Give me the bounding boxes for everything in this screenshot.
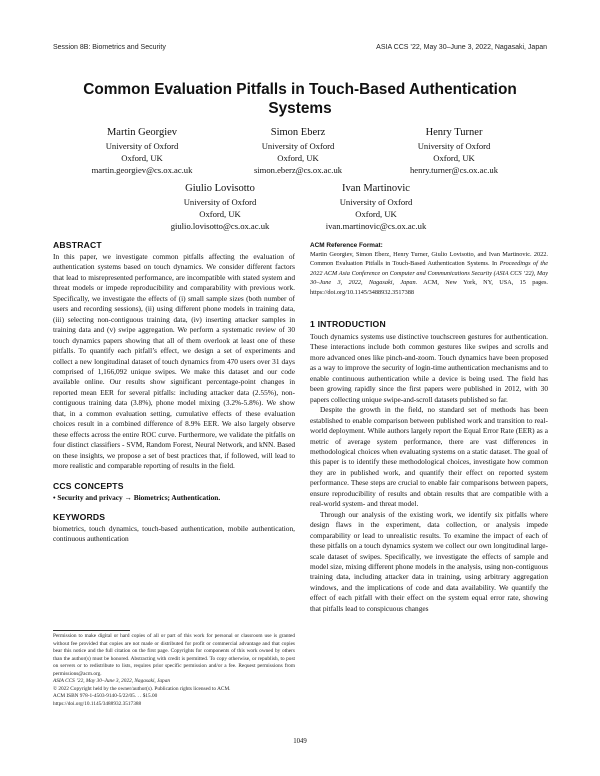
page-number: 1049 (293, 738, 307, 745)
author-block (218, 126, 378, 177)
keywords-heading: KEYWORDS (53, 511, 106, 522)
author-name: Simon Eberz (270, 127, 326, 138)
author-email: ivan.martinovic@cs.ox.ac.uk (325, 221, 427, 232)
footnote-rule (53, 630, 130, 631)
author-affiliation: University of Oxford (339, 197, 413, 207)
right-column (310, 242, 548, 614)
conference-note: ASIA CCS ’22, May 30–June 3, 2022, Nagasaki, Japan (53, 678, 171, 685)
author-email: henry.turner@cs.ox.ac.uk (409, 165, 498, 176)
author-location: Oxford, UK (355, 209, 397, 220)
author-email: giulio.lovisotto@cs.ox.ac.uk (170, 221, 270, 232)
ccs-text: • Security and privacy → Biometrics; Authentication. (53, 492, 221, 502)
author-block (374, 126, 534, 177)
author-block (296, 182, 456, 233)
left-column (53, 240, 295, 545)
author-location: Oxford, UK (121, 153, 163, 164)
author-location: Oxford, UK (199, 209, 241, 220)
intro-paragraph: Through our analysis of the existing work, we identify six pitfalls where design flaws in the experiment, data collection, or analysis impede comparability or lead to unrealistic results. To examine the impact of each of these pitfalls on a touch dynamics system we collect our own longitudinal large-scale dataset of swipes. Specifically, we investigate the effects of sample and model size, mixing different phone models in the analysis, using non-contiguous training data, including attacker data in training, using arbitrary aggregation windows, and the implications of code and data availability. We quantify the effect of each pitfall with their effect on the system equal error rate, showing that pitfalls lead to conspicuous changes (310, 509, 548, 613)
permission-block (53, 633, 295, 708)
author-block (62, 126, 222, 177)
abstract-text: In this paper, we investigate common pitfalls affecting the evaluation of authentication systems based on touch dynamics. We consider different factors that lead to misrepresented performance, are incompatible with stated system and threat models or impede reproducibility and comparability with previous work. Specifically, we investigate the effects of (i) small sample sizes (both number of users and recording sessions), (ii) using different phone models in training data, (iii) selecting non-contiguous training data, (iv) inserting attacker samples in training data and (v) swipe aggregation. We perform a systematic review of 30 touch dynamics papers showing that all of them overlook at least one of these pitfalls. To quantify each pitfall’s effect, we design a set of experiments and collect a new longitudinal dataset of touch dynamics from 470 users over 31 days comprised of 1,166,092 unique swipes. We make this dataset and our code available online. Our results show significant percentage-point changes in reported mean EER for several pitfalls: including attacker data (2.55%), non-contiguous training data (3.8%), phone model mixing (3.2%-5.8%). We show that, in a common evaluation setting, cumulative effects of these evaluation choices result in a combined difference of 8.9% EER. We also largely observe these effects across the entire ROC curve. Furthermore, we validate the pitfalls on four distinct classifiers - SVM, Random Forest, Neural Network, and kNN. Based on these insights, we propose a set of best practices that, if followed, will lead to more realistic and comparable reporting of results in the field. (53, 252, 295, 471)
running-header (53, 44, 547, 54)
abstract-heading: ABSTRACT (53, 240, 102, 250)
author-name: Martin Georgiev (106, 127, 178, 138)
paper-title: Common Evaluation Pitfalls in Touch-Based Authentication Systems (83, 81, 517, 117)
author-name: Giulio Lovisotto (185, 183, 255, 194)
doi-link[interactable]: https://doi.org/10.1145/3488932.3517388 (53, 700, 142, 707)
intro-paragraph: Touch dynamics systems use distinctive touchscreen gestures for authentication. These interactions include both common gestures like swipes and scrolls and more advanced ones like pinch-and-zoom. Touch dynamics have been proposed as a way to improve the security of login-time authentication mechanisms and to enable continuous authentication while a device is being used. The field has been growing rapidly since the first papers were published in 2012, with 30 papers collecting unique swipe-and-scroll datasets published so far. (310, 332, 548, 404)
reference-format-text (310, 250, 548, 297)
copyright-note: © 2022 Copyright held by the owner/author(s). Publication rights licensed to ACM. (53, 685, 231, 692)
keywords-text: biometrics, touch dynamics, touch-based authentication, mobile authentication, continuous authentication (53, 523, 295, 544)
author-affiliation: University of Oxford (417, 141, 491, 151)
reference-tail: ACM, New York, NY, USA, 15 pages. https://doi.org/10.1145/3488932.3517388 (310, 279, 548, 296)
author-name: Ivan Martinovic (342, 183, 410, 194)
ccs-heading: CCS CONCEPTS (53, 480, 124, 491)
author-location: Oxford, UK (433, 153, 475, 164)
introduction-heading: 1 INTRODUCTION (310, 319, 386, 330)
reference-format-heading: ACM Reference Format: (310, 242, 383, 249)
conference-label: ASIA CCS ’22, May 30–June 3, 2022, Nagasaki, Japan (376, 44, 547, 51)
author-affiliation: University of Oxford (261, 141, 335, 151)
author-name: Henry Turner (425, 127, 483, 138)
permission-text: Permission to make digital or hard copies of all or part of this work for personal or classroom use is granted without fee provided that copies are not made or distributed for profit or commercial advantage and that copies bear this notice and the full citation on the first page. Copyrights for components of this work owned by others than the author(s) must be honored. Abstracting with credit is permitted. To copy otherwise, or republish, to post on servers or to redistribute to lists, requires prior specific permission and/or a fee. Request permissions from permissions@acm.org. (53, 633, 295, 677)
intro-paragraph: Despite the growth in the field, no standard set of methods has been established to enable comparison between published work and transition to real-world deployment. While authors largely report the Equal Error Rate (EER) as a metric of average system performance, there are vast differences in methodological choices when evaluating systems on a static dataset. The goal of this paper is to identify these methodological choices, investigate how common they are in published work, and quantify their effect on reported system performance. These steps are crucial to enable fair comparisons between papers, ensure reproducibility of results and obtain results that are compatible with a real-world system- and threat model. (310, 405, 548, 509)
author-email: martin.georgiev@cs.ox.ac.uk (91, 165, 193, 176)
session-label: Session 8B: Biometrics and Security (53, 44, 166, 51)
author-location: Oxford, UK (277, 153, 319, 164)
author-affiliation: University of Oxford (183, 197, 257, 207)
author-block (140, 182, 300, 233)
author-affiliation: University of Oxford (105, 141, 179, 151)
isbn-note: ACM ISBN 978-1-4503-9140-5/22/05. . . $15.00 (53, 693, 158, 700)
author-email: simon.eberz@cs.ox.ac.uk (253, 165, 343, 176)
reference-proceedings: Proceedings of the 2022 ACM Asia Conference on Computer and Communications Security (ASIA CCS ’22), May 30–June 3, 2022, Nagasaki, Japan. (310, 260, 548, 287)
reference-authors: Martin Georgiev, Simon Eberz, Henry Turner, Giulio Lovisotto, and Ivan Martinovic. 2022. Common Evaluation Pitfalls in Touch-Based Authentication Systems. In (310, 251, 548, 268)
